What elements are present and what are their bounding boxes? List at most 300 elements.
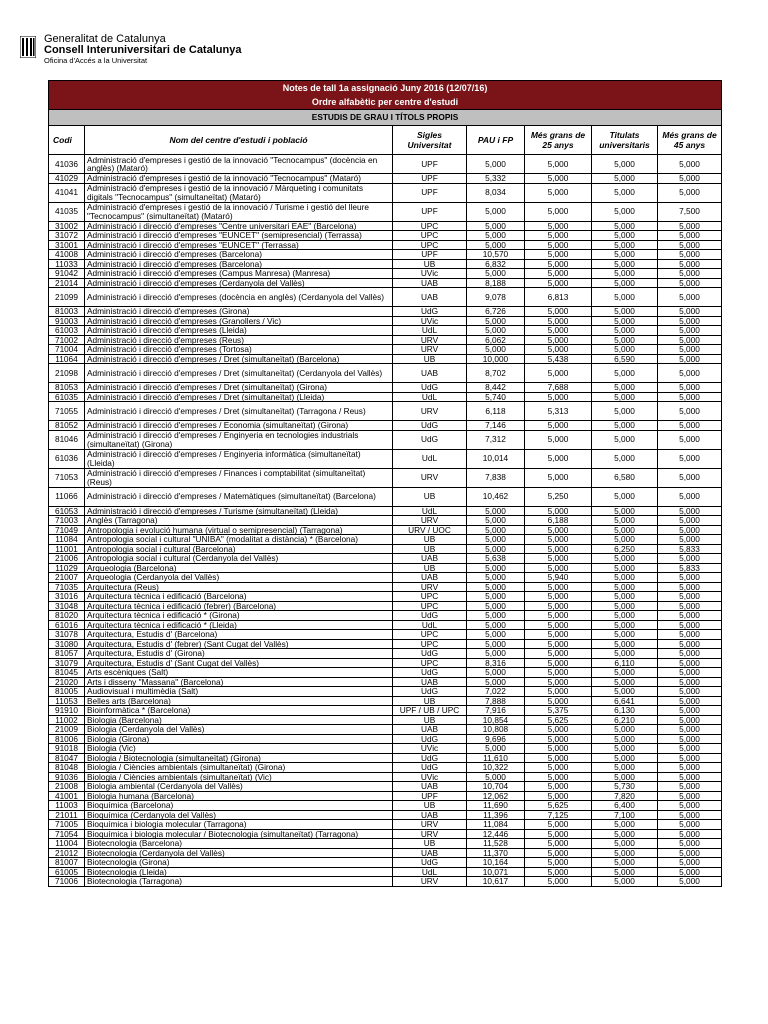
cell-over-45: 5,000 [658, 696, 722, 706]
cell-graduates: 5,000 [592, 877, 658, 887]
table-row [49, 877, 722, 887]
table-row [49, 829, 722, 839]
cell-name: Administració i direcció d'empreses / Enginyeria informàtica (simultaneïtat) (Lleida) [85, 449, 393, 468]
cell-graduates: 6,250 [592, 544, 658, 554]
cell-graduates: 5,000 [592, 364, 658, 383]
cell-pau-fp: 5,000 [467, 316, 525, 326]
cell-over-45: 5,000 [658, 677, 722, 687]
cutoff-grades-table [48, 80, 722, 887]
cell-over-25: 5,940 [525, 573, 592, 583]
cell-over-25: 5,000 [525, 155, 592, 174]
cell-graduates: 6,641 [592, 696, 658, 706]
cell-graduates: 6,130 [592, 706, 658, 716]
cell-pau-fp: 10,808 [467, 725, 525, 735]
cell-graduates: 5,000 [592, 155, 658, 174]
cell-name: Arts escèniques (Salt) [85, 668, 393, 678]
cell-over-25: 5,000 [525, 525, 592, 535]
org-line-3: Oficina d'Accés a la Universitat [44, 56, 148, 65]
table-row [49, 649, 722, 659]
cell-pau-fp: 5,000 [467, 516, 525, 526]
cell-over-45: 5,000 [658, 820, 722, 830]
cell-university: UVic [393, 772, 467, 782]
cell-pau-fp: 5,000 [467, 573, 525, 583]
cell-pau-fp: 10,322 [467, 763, 525, 773]
table-row [49, 639, 722, 649]
cell-graduates: 5,000 [592, 516, 658, 526]
cell-university: UPC [393, 630, 467, 640]
cell-name: Bioquímica i biologia molecular (Tarragona) [85, 820, 393, 830]
cell-code: 61005 [49, 867, 85, 877]
cell-code: 61035 [49, 392, 85, 402]
cell-code: 91036 [49, 772, 85, 782]
table-row [49, 221, 722, 231]
cell-over-25: 5,625 [525, 715, 592, 725]
cell-code: 31016 [49, 592, 85, 602]
cell-graduates: 5,000 [592, 772, 658, 782]
cell-university: UdG [393, 687, 467, 697]
cell-name: Biologia / Ciències ambientals (simultaneïtat) (Girona) [85, 763, 393, 773]
cell-pau-fp: 10,000 [467, 354, 525, 364]
cell-code: 41001 [49, 791, 85, 801]
cell-code: 71006 [49, 877, 85, 887]
cell-code: 91003 [49, 316, 85, 326]
cell-graduates: 5,000 [592, 335, 658, 345]
table-row [49, 516, 722, 526]
cell-over-25: 5,000 [525, 782, 592, 792]
cell-university: UdL [393, 326, 467, 336]
cell-university: UB [393, 544, 467, 554]
cell-graduates: 5,000 [592, 839, 658, 849]
cell-university: UB [393, 563, 467, 573]
cell-code: 21007 [49, 573, 85, 583]
cell-pau-fp: 5,000 [467, 202, 525, 221]
cell-name: Administració i direcció d'empreses "EUNCET" (Terrassa) [85, 240, 393, 250]
cell-name: Bioquímica i biologia molecular / Biotecnologia (simultaneïtat) (Tarragona) [85, 829, 393, 839]
cell-name: Arquitectura tècnica i edificació (febrer) (Barcelona) [85, 601, 393, 611]
cell-name: Arquitectura tècnica i edificació * (Lleida) [85, 620, 393, 630]
cell-university: UPC [393, 601, 467, 611]
cell-name: Administració i direcció d'empreses (Tortosa) [85, 345, 393, 355]
cell-graduates: 5,000 [592, 573, 658, 583]
cell-pau-fp: 5,000 [467, 668, 525, 678]
table-row [49, 820, 722, 830]
cell-pau-fp: 11,396 [467, 810, 525, 820]
table-row [49, 601, 722, 611]
cell-name: Administració i direcció d'empreses / Finances i comptabilitat (simultaneïtat) (Reus) [85, 468, 393, 487]
cell-code: 31001 [49, 240, 85, 250]
cell-graduates: 5,000 [592, 231, 658, 241]
cell-over-25: 5,000 [525, 364, 592, 383]
cell-university: UAB [393, 725, 467, 735]
cell-graduates: 5,000 [592, 183, 658, 202]
cell-name: Arquitectura tècnica i edificació (Barcelona) [85, 592, 393, 602]
column-header: Més grans de 45 anys [658, 126, 722, 155]
cell-over-45: 5,000 [658, 782, 722, 792]
table-row [49, 316, 722, 326]
table-row [49, 174, 722, 184]
cell-pau-fp: 11,370 [467, 848, 525, 858]
cell-over-25: 5,000 [525, 725, 592, 735]
cell-code: 11064 [49, 354, 85, 364]
cell-code: 11001 [49, 544, 85, 554]
table-row [49, 506, 722, 516]
cell-name: Belles arts (Barcelona) [85, 696, 393, 706]
cell-pau-fp: 5,638 [467, 554, 525, 564]
cell-over-45: 5,000 [658, 354, 722, 364]
cell-university: UPF [393, 155, 467, 174]
cell-over-45: 5,000 [658, 867, 722, 877]
cell-pau-fp: 10,164 [467, 858, 525, 868]
cell-over-45: 5,000 [658, 316, 722, 326]
cell-name: Audiovisual i multimèdia (Salt) [85, 687, 393, 697]
cell-name: Bioquímica (Barcelona) [85, 801, 393, 811]
cell-over-45: 5,000 [658, 639, 722, 649]
cell-code: 31072 [49, 231, 85, 241]
cell-over-25: 5,000 [525, 544, 592, 554]
cell-over-45: 5,000 [658, 763, 722, 773]
cell-name: Antropologia social i cultural (Cerdanyola del Vallès) [85, 554, 393, 564]
cell-university: UB [393, 354, 467, 364]
cell-over-25: 5,000 [525, 335, 592, 345]
cell-name: Administració i direcció d'empreses / Dret (simultaneïtat) (Barcelona) [85, 354, 393, 364]
cell-pau-fp: 6,118 [467, 402, 525, 421]
cell-code: 21011 [49, 810, 85, 820]
cell-pau-fp: 11,610 [467, 753, 525, 763]
cell-over-45: 5,000 [658, 326, 722, 336]
cell-university: UAB [393, 364, 467, 383]
cell-graduates: 5,000 [592, 563, 658, 573]
cell-graduates: 5,000 [592, 639, 658, 649]
cell-graduates: 5,000 [592, 535, 658, 545]
cell-over-45: 5,000 [658, 183, 722, 202]
cell-university: UdG [393, 858, 467, 868]
cell-pau-fp: 5,000 [467, 269, 525, 279]
cell-code: 21020 [49, 677, 85, 687]
cell-graduates: 5,000 [592, 677, 658, 687]
cell-over-45: 5,833 [658, 544, 722, 554]
table-row [49, 535, 722, 545]
cell-over-45: 5,000 [658, 725, 722, 735]
cell-pau-fp: 5,000 [467, 535, 525, 545]
cell-over-45: 5,000 [658, 848, 722, 858]
cell-over-25: 6,188 [525, 516, 592, 526]
cell-graduates: 5,000 [592, 250, 658, 260]
cell-over-45: 5,000 [658, 335, 722, 345]
cell-university: UdG [393, 307, 467, 317]
cell-code: 41036 [49, 155, 85, 174]
cell-university: UAB [393, 554, 467, 564]
cell-over-45: 5,000 [658, 278, 722, 288]
cell-over-45: 5,000 [658, 506, 722, 516]
table-row [49, 259, 722, 269]
cell-over-45: 5,000 [658, 744, 722, 754]
cell-university: UdG [393, 734, 467, 744]
cell-name: Bioquímica (Cerdanyola del Vallès) [85, 810, 393, 820]
cell-university: UAB [393, 573, 467, 583]
cell-university: UPF [393, 250, 467, 260]
cell-over-25: 5,250 [525, 487, 592, 506]
table-title: Notes de tall 1a assignació Juny 2016 (12/07/16) [49, 81, 722, 96]
column-header-row [49, 126, 722, 155]
cell-name: Biologia (Cerdanyola del Vallès) [85, 725, 393, 735]
cell-code: 21008 [49, 782, 85, 792]
cell-over-25: 5,000 [525, 174, 592, 184]
cell-university: UdG [393, 611, 467, 621]
cell-name: Administració i direcció d'empreses (Cerdanyola del Vallès) [85, 278, 393, 288]
cell-name: Administració i direcció d'empreses (Barcelona) [85, 250, 393, 260]
cell-over-25: 5,000 [525, 202, 592, 221]
cell-over-25: 5,000 [525, 639, 592, 649]
cell-over-25: 5,000 [525, 392, 592, 402]
cell-code: 41029 [49, 174, 85, 184]
cell-university: UVic [393, 744, 467, 754]
table-row [49, 392, 722, 402]
cell-pau-fp: 6,062 [467, 335, 525, 345]
cell-over-25: 5,000 [525, 744, 592, 754]
cell-over-45: 7,500 [658, 202, 722, 221]
table-row [49, 402, 722, 421]
cell-graduates: 5,000 [592, 449, 658, 468]
cell-pau-fp: 5,000 [467, 611, 525, 621]
cell-over-25: 5,000 [525, 278, 592, 288]
cell-pau-fp: 7,146 [467, 421, 525, 431]
cell-graduates: 5,000 [592, 221, 658, 231]
cell-over-25: 5,000 [525, 430, 592, 449]
cell-over-25: 5,000 [525, 221, 592, 231]
cell-over-25: 5,000 [525, 468, 592, 487]
cell-graduates: 5,000 [592, 174, 658, 184]
table-row [49, 307, 722, 317]
cell-code: 61053 [49, 506, 85, 516]
cell-code: 11033 [49, 259, 85, 269]
cell-code: 71049 [49, 525, 85, 535]
cell-university: UAB [393, 848, 467, 858]
cell-name: Arquitectura (Reus) [85, 582, 393, 592]
cell-university: UAB [393, 288, 467, 307]
cell-over-25: 5,000 [525, 820, 592, 830]
cell-pau-fp: 7,916 [467, 706, 525, 716]
table-row [49, 288, 722, 307]
table-row [49, 677, 722, 687]
cell-name: Antropologia social i cultural (Barcelona) [85, 544, 393, 554]
cell-graduates: 5,000 [592, 316, 658, 326]
cell-university: UB [393, 487, 467, 506]
cell-name: Arqueologia (Barcelona) [85, 563, 393, 573]
cell-pau-fp: 6,832 [467, 259, 525, 269]
cell-code: 21098 [49, 364, 85, 383]
cell-graduates: 5,000 [592, 421, 658, 431]
cell-over-45: 5,000 [658, 307, 722, 317]
cell-code: 91018 [49, 744, 85, 754]
cell-name: Administració i direcció d'empreses (Reus) [85, 335, 393, 345]
cell-university: UB [393, 839, 467, 849]
cell-name: Administració i direcció d'empreses / Dret (simultaneïtat) (Tarragona / Reus) [85, 402, 393, 421]
cell-graduates: 7,100 [592, 810, 658, 820]
cell-over-45: 5,000 [658, 734, 722, 744]
cell-code: 31002 [49, 221, 85, 231]
cell-pau-fp: 11,690 [467, 801, 525, 811]
table-row [49, 791, 722, 801]
table-row [49, 345, 722, 355]
column-header: PAU i FP [467, 126, 525, 155]
cell-university: UVic [393, 316, 467, 326]
cell-graduates: 5,000 [592, 202, 658, 221]
cell-over-45: 5,000 [658, 592, 722, 602]
cell-university: UPC [393, 240, 467, 250]
cell-pau-fp: 5,000 [467, 582, 525, 592]
table-row [49, 449, 722, 468]
cell-over-45: 5,000 [658, 402, 722, 421]
section-header: ESTUDIS DE GRAU I TÍTOLS PROPIS [49, 110, 722, 126]
table-row [49, 582, 722, 592]
cell-pau-fp: 10,704 [467, 782, 525, 792]
cell-graduates: 5,000 [592, 506, 658, 516]
cell-university: UB [393, 715, 467, 725]
cell-code: 61016 [49, 620, 85, 630]
table-row [49, 687, 722, 697]
cell-graduates: 7,820 [592, 791, 658, 801]
cell-name: Antropologia social i cultural "UNIBA" (modalitat a distància) * (Barcelona) [85, 535, 393, 545]
cell-code: 11003 [49, 801, 85, 811]
cell-university: UdL [393, 449, 467, 468]
cell-graduates: 5,000 [592, 649, 658, 659]
table-row [49, 573, 722, 583]
column-header: Més grans de 25 anys [525, 126, 592, 155]
cell-over-25: 5,000 [525, 867, 592, 877]
cell-over-25: 5,000 [525, 791, 592, 801]
cell-over-45: 5,000 [658, 582, 722, 592]
cell-code: 71054 [49, 829, 85, 839]
cell-university: URV [393, 335, 467, 345]
cell-pau-fp: 7,838 [467, 468, 525, 487]
cell-university: UdL [393, 867, 467, 877]
cell-over-25: 5,000 [525, 592, 592, 602]
table-row [49, 706, 722, 716]
cell-over-45: 5,000 [658, 250, 722, 260]
cell-code: 71035 [49, 582, 85, 592]
cell-graduates: 5,000 [592, 259, 658, 269]
cell-graduates: 5,000 [592, 744, 658, 754]
cell-name: Administració i direcció d'empreses / Dret (simultaneïtat) (Lleida) [85, 392, 393, 402]
table-row [49, 858, 722, 868]
cell-over-25: 5,000 [525, 839, 592, 849]
cell-over-45: 5,000 [658, 468, 722, 487]
cell-over-25: 5,375 [525, 706, 592, 716]
cell-over-25: 5,000 [525, 582, 592, 592]
table-row [49, 772, 722, 782]
cell-graduates: 5,000 [592, 820, 658, 830]
table-row [49, 725, 722, 735]
cell-pau-fp: 12,446 [467, 829, 525, 839]
table-row [49, 430, 722, 449]
cell-code: 11084 [49, 535, 85, 545]
cell-over-45: 5,000 [658, 259, 722, 269]
cell-over-45: 5,000 [658, 858, 722, 868]
cell-name: Biologia (Barcelona) [85, 715, 393, 725]
cell-name: Administració i direcció d'empreses (Granollers / Vic) [85, 316, 393, 326]
table-row [49, 335, 722, 345]
table-row [49, 421, 722, 431]
cell-pau-fp: 5,000 [467, 506, 525, 516]
cell-graduates: 5,000 [592, 734, 658, 744]
cell-graduates: 5,000 [592, 611, 658, 621]
cell-over-25: 5,000 [525, 240, 592, 250]
cell-graduates: 5,000 [592, 753, 658, 763]
cell-over-45: 5,000 [658, 753, 722, 763]
cell-over-25: 5,000 [525, 611, 592, 621]
cell-name: Biologia (Vic) [85, 744, 393, 754]
cell-over-45: 5,000 [658, 620, 722, 630]
cell-code: 61036 [49, 449, 85, 468]
cell-over-25: 5,000 [525, 554, 592, 564]
cell-pau-fp: 5,000 [467, 563, 525, 573]
cell-pau-fp: 5,000 [467, 630, 525, 640]
cell-over-25: 5,000 [525, 316, 592, 326]
cell-name: Arquitectura, Estudis d' (febrer) (Sant Cugat del Vallès) [85, 639, 393, 649]
cell-over-45: 5,000 [658, 687, 722, 697]
table-subtitle: Ordre alfabètic per centre d'estudi [49, 95, 722, 110]
cell-over-25: 5,000 [525, 269, 592, 279]
cell-pau-fp: 8,316 [467, 658, 525, 668]
column-header: Titulats universitaris [592, 126, 658, 155]
table-row [49, 839, 722, 849]
generalitat-logo-icon [20, 36, 36, 58]
cell-over-45: 5,000 [658, 554, 722, 564]
cell-code: 71003 [49, 516, 85, 526]
cell-over-25: 5,625 [525, 801, 592, 811]
cell-university: UAB [393, 278, 467, 288]
cell-over-45: 5,000 [658, 611, 722, 621]
cell-code: 21012 [49, 848, 85, 858]
column-header: Nom del centre d'estudi i població [85, 126, 393, 155]
cell-university: UPF [393, 791, 467, 801]
cell-over-25: 5,000 [525, 535, 592, 545]
cell-university: UVic [393, 269, 467, 279]
cell-name: Arquitectura, Estudis d' (Sant Cugat del Vallès) [85, 658, 393, 668]
cell-over-45: 5,000 [658, 706, 722, 716]
cell-over-25: 5,000 [525, 449, 592, 468]
cell-pau-fp: 10,071 [467, 867, 525, 877]
cell-code: 81045 [49, 668, 85, 678]
cell-over-45: 5,833 [658, 563, 722, 573]
cell-over-25: 5,000 [525, 250, 592, 260]
cell-name: Arquitectura, Estudis d' (Girona) [85, 649, 393, 659]
cell-over-45: 5,000 [658, 839, 722, 849]
cell-pau-fp: 10,462 [467, 487, 525, 506]
cell-over-25: 5,000 [525, 259, 592, 269]
cell-university: UdL [393, 506, 467, 516]
cell-university: UPC [393, 221, 467, 231]
cell-code: 71004 [49, 345, 85, 355]
cell-university: URV [393, 582, 467, 592]
cell-university: UB [393, 535, 467, 545]
cell-pau-fp: 9,696 [467, 734, 525, 744]
cell-over-25: 5,000 [525, 687, 592, 697]
cell-code: 71002 [49, 335, 85, 345]
cell-over-45: 5,000 [658, 630, 722, 640]
cell-name: Administració i direcció d'empreses (Barcelona) [85, 259, 393, 269]
cell-graduates: 5,000 [592, 620, 658, 630]
cell-pau-fp: 5,000 [467, 744, 525, 754]
table-row [49, 696, 722, 706]
cell-pau-fp: 10,617 [467, 877, 525, 887]
cell-pau-fp: 7,888 [467, 696, 525, 706]
cell-name: Biotecnologia (Tarragona) [85, 877, 393, 887]
cell-code: 11002 [49, 715, 85, 725]
cell-pau-fp: 7,022 [467, 687, 525, 697]
cell-over-25: 5,313 [525, 402, 592, 421]
cell-pau-fp: 5,000 [467, 345, 525, 355]
